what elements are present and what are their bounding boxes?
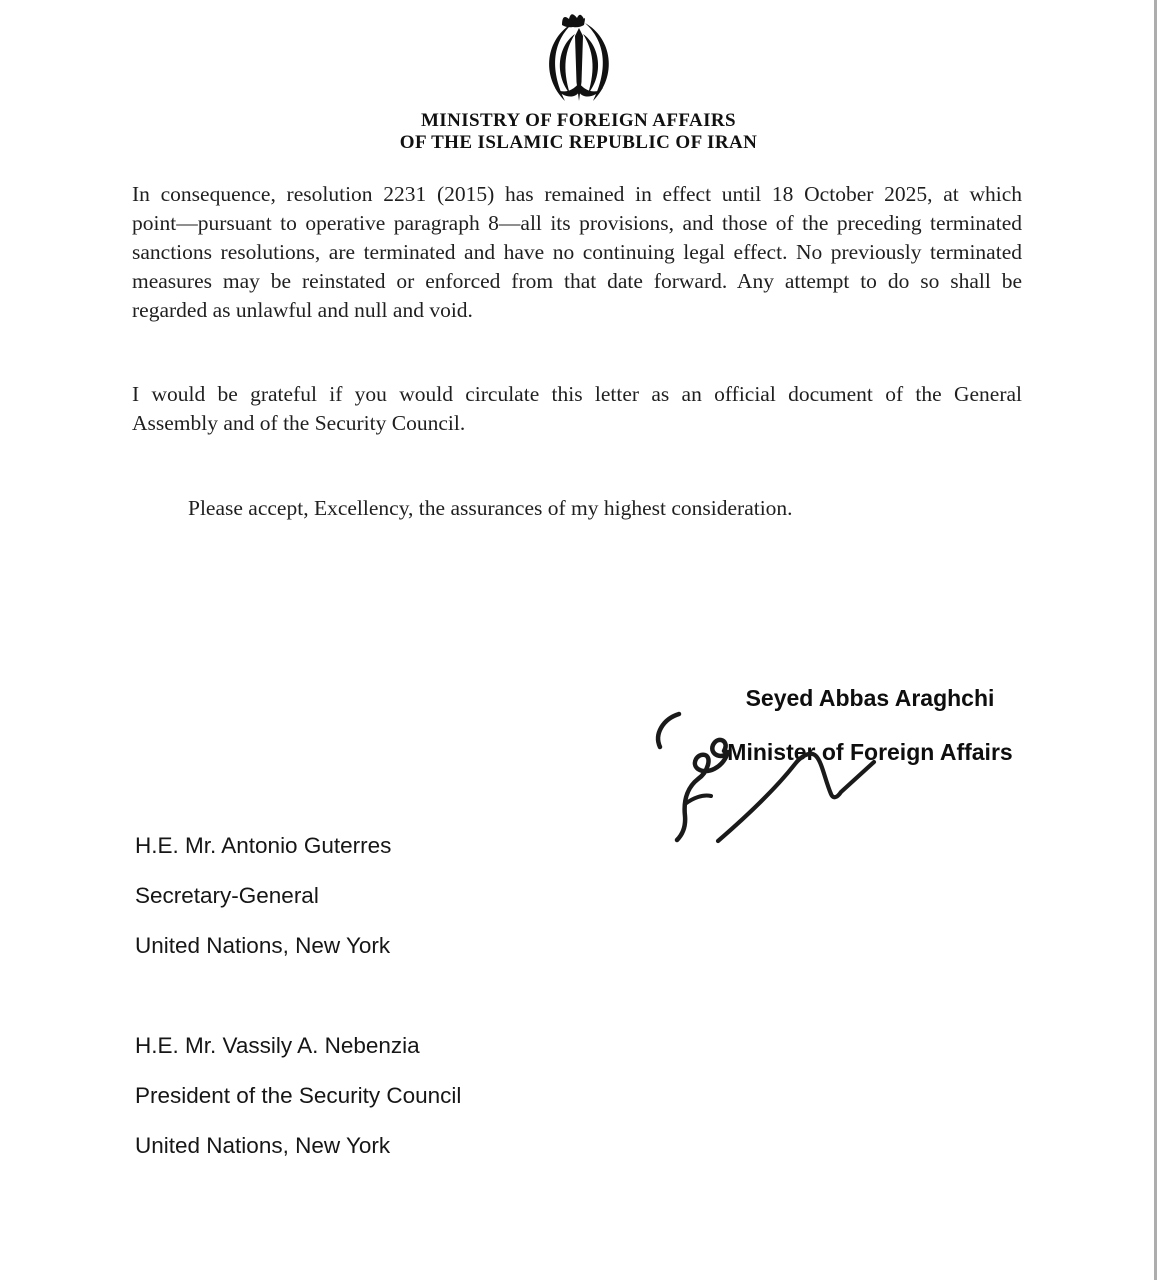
addressee-name: H.E. Mr. Vassily A. Nebenzia: [135, 1033, 420, 1058]
paragraph-line: I would be grateful if you would circulate this letter as an official document of the General: [132, 382, 1022, 406]
paragraph-line: Assembly and of the Security Council.: [132, 411, 466, 435]
addressee-title: Secretary-General: [135, 883, 319, 908]
signer-title: Minister of Foreign Affairs: [727, 739, 1013, 765]
letterhead: [0, 8, 1157, 154]
addressee-location: United Nations, New York: [135, 1133, 391, 1158]
signer-name: Seyed Abbas Araghchi: [745, 685, 995, 711]
paragraph-circulation-request: [132, 380, 1022, 438]
paragraph-line: regarded as unlawful and null and void.: [132, 298, 473, 322]
paragraph-legal-effect: [132, 180, 1022, 325]
addressee-location: United Nations, New York: [135, 933, 391, 958]
paragraph-line: point—pursuant to operative paragraph 8—all its provisions, and those of the preceding terminated: [132, 211, 1022, 235]
paragraph-line: sanctions resolutions, are terminated and have no continuing legal effect. No previously terminated: [132, 240, 1022, 264]
addressee-name: H.E. Mr. Antonio Guterres: [135, 833, 392, 858]
handwritten-signature-icon: [645, 704, 890, 844]
ministry-name-line1: MINISTRY OF FOREIGN AFFAIRS: [420, 110, 737, 131]
addressee-security-council-president: [135, 1031, 461, 1181]
addressee-secretary-general: [135, 831, 391, 981]
valediction-line: Please accept, Excellency, the assurances of my highest consideration.: [188, 496, 793, 520]
ministry-name-line2: OF THE ISLAMIC REPUBLIC OF IRAN: [399, 132, 758, 153]
paragraph-line: In consequence, resolution 2231 (2015) has remained in effect until 18 October 2025, at which: [132, 182, 1022, 206]
paragraph-line: measures may be reinstated or enforced from that date forward. Any attempt to do so shall be: [132, 269, 1022, 293]
addressee-title: President of the Security Council: [135, 1083, 462, 1108]
iran-coat-of-arms-icon: [532, 8, 626, 108]
